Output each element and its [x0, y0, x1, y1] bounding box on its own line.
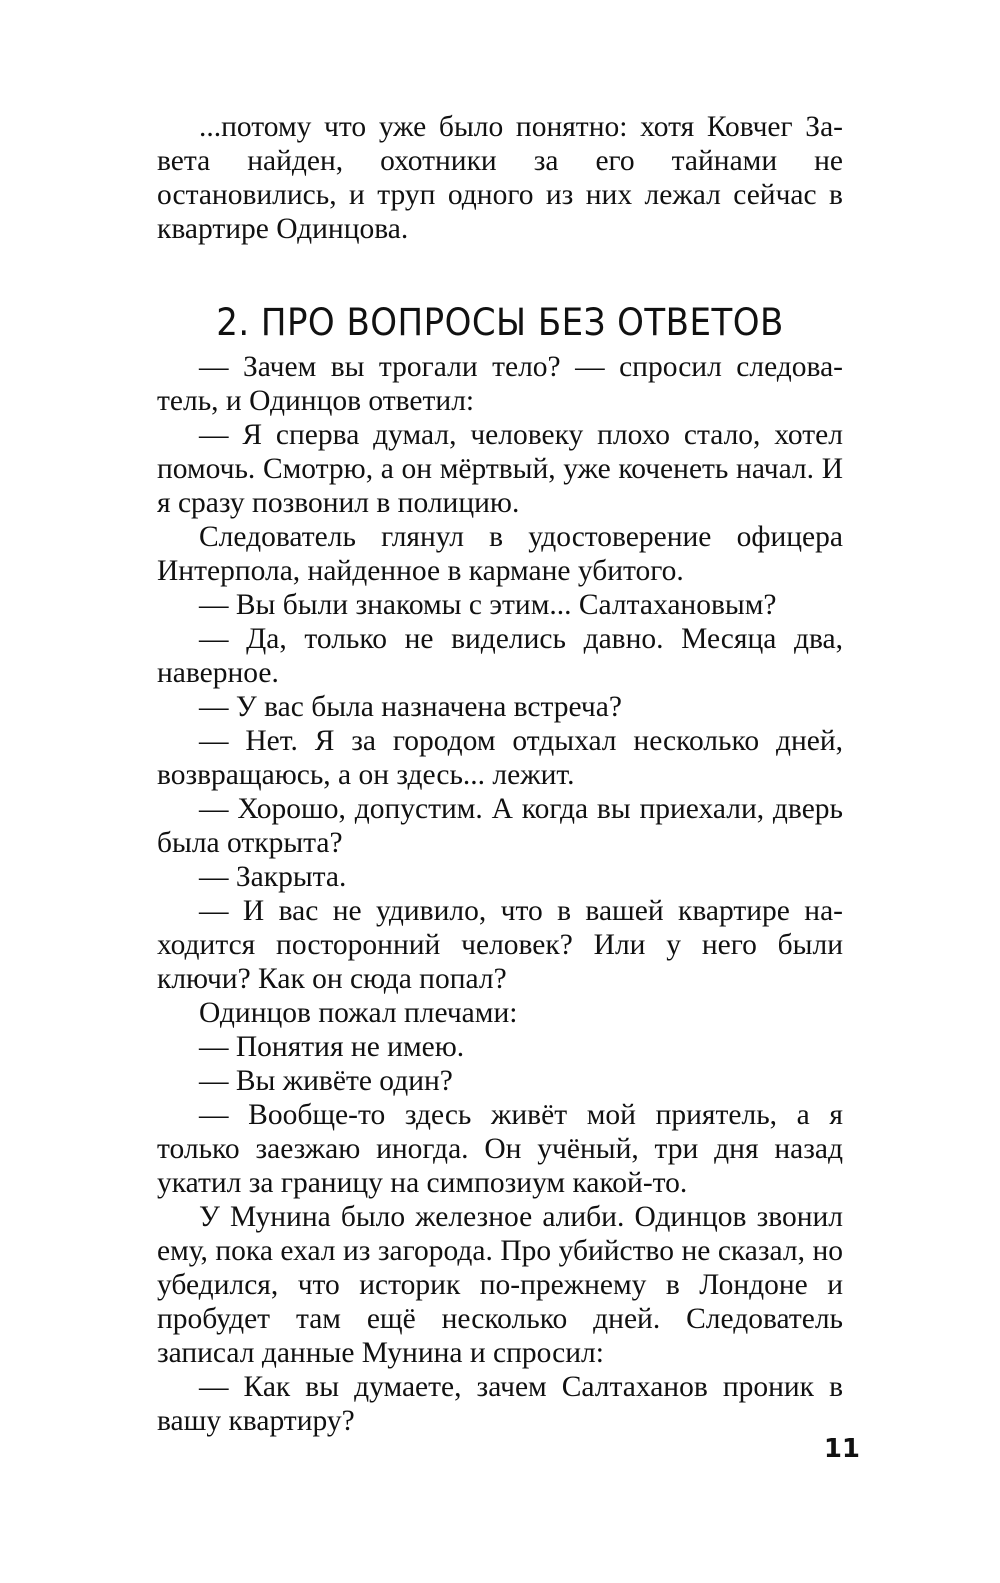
- paragraph: — Я сперва думал, человеку плохо стало, хотел помочь. Смотрю, а он мёртвый, уже коченеть начал. И я сразу позвонил в полицию.: [157, 419, 843, 519]
- page-number: 11: [823, 1434, 860, 1464]
- paragraph: — У вас была назначена встреча?: [199, 691, 622, 723]
- paragraph: — Как вы думаете, зачем Салтаханов проник в вашу квартиру?: [157, 1371, 843, 1437]
- paragraph: — Понятия не имею.: [199, 1031, 465, 1063]
- paragraph: — Вы были знакомы с этим... Салтахановым?: [199, 589, 777, 621]
- paragraph: — И вас не удивило, что в вашей квартире находится посторонний человек? Или у него были ключи? Как он сюда попал?: [157, 895, 843, 995]
- paragraph: Одинцов пожал плечами:: [199, 997, 518, 1029]
- paragraph: Следователь глянул в удостоверение офицера Интерпола, найденное в кармане убитого.: [157, 521, 843, 587]
- paragraph: — Закрыта.: [199, 861, 347, 893]
- paragraph: — Зачем вы трогали тело? — спросил следователь, и Одинцов ответил:: [157, 351, 843, 417]
- paragraph: — Вообще-то здесь живёт мой приятель, а я только заезжаю иногда. Он учёный, три дня назад укатил за границу на симпозиум какой-то.: [157, 1099, 843, 1199]
- intro-paragraph: ...потому что уже было понятно: хотя Ковчег Завета найден, охотники за его тайнами не остановились, и труп одного из них лежал сейчас в квартире Одинцова.: [157, 111, 843, 245]
- chapter-title: 2. ПРО ВОПРОСЫ БЕЗ ОТВЕТОВ: [216, 301, 784, 344]
- book-page: [157, 110, 843, 1438]
- paragraph: У Мунина было железное алиби. Одинцов звонил ему, пока ехал из загорода. Про убийство не сказал, но убедился, что историк по-прежнему в Лондоне и пробудет там ещё несколько дней. Следователь записал данные Мунина и спросил:: [157, 1201, 843, 1369]
- paragraph: — Да, только не виделись давно. Месяца два, наверное.: [157, 623, 843, 689]
- paragraph: — Хорошо, допустим. А когда вы приехали, дверь была открыта?: [157, 793, 843, 859]
- paragraph: — Вы живёте один?: [199, 1065, 453, 1097]
- paragraph: — Нет. Я за городом отдыхал несколько дней, возвращаюсь, а он здесь... лежит.: [157, 725, 843, 791]
